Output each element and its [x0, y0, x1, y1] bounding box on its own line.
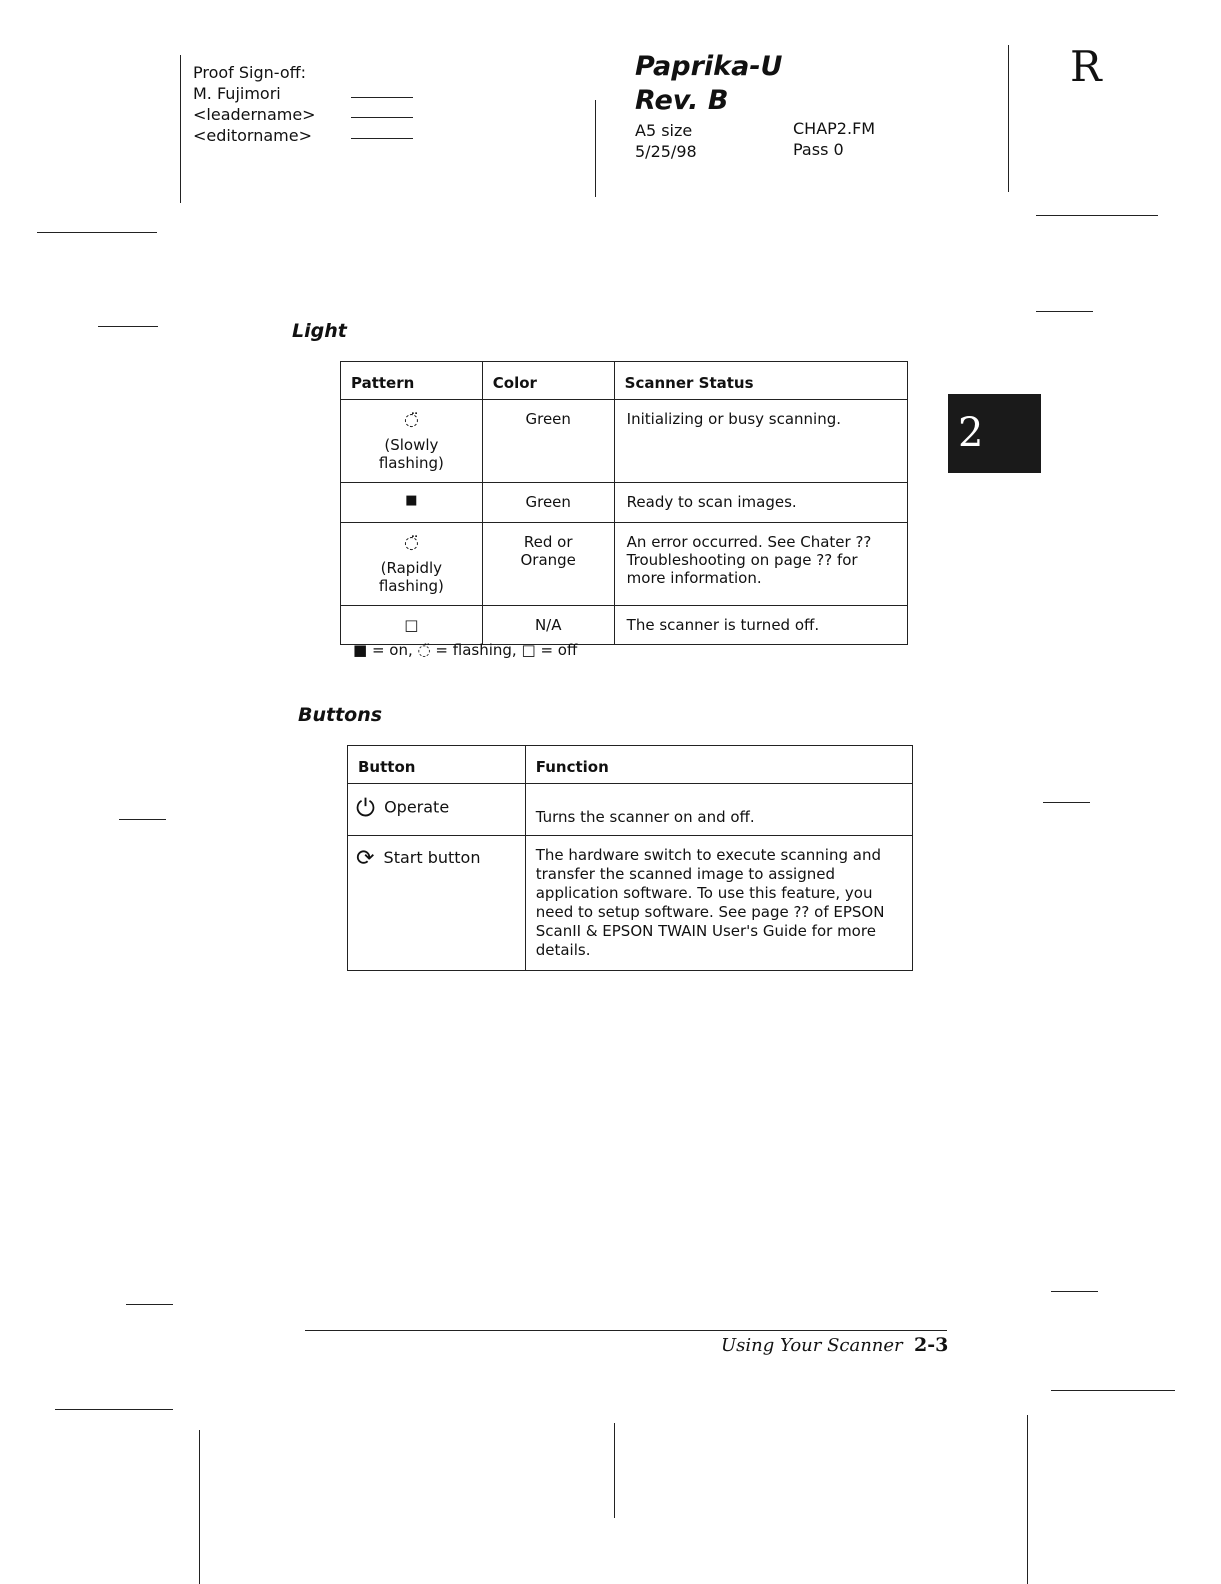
table-row [341, 523, 908, 606]
crop-mark [37, 232, 157, 233]
crop-mark [1051, 1390, 1175, 1391]
column-header: Color [482, 362, 614, 400]
crop-mark [1008, 45, 1009, 192]
crop-mark [199, 1430, 200, 1584]
column-header: Scanner Status [614, 362, 907, 400]
pattern-cell [341, 483, 483, 523]
status-cell: The scanner is turned off. [614, 606, 907, 645]
page-size: A5 size [635, 121, 693, 140]
crop-mark [1036, 311, 1093, 312]
pattern-label: (Slowly flashing) [378, 436, 444, 472]
pattern-cell [341, 400, 483, 483]
on-icon: ■ [353, 641, 368, 659]
table-header-row [341, 362, 908, 400]
color-cell: Red or Orange [482, 523, 614, 606]
power-icon: ⏻ [356, 794, 375, 822]
light-table [340, 361, 908, 645]
table-row [341, 606, 908, 645]
signoff-blank [351, 138, 413, 139]
light-legend [353, 641, 577, 659]
crop-mark [180, 55, 181, 203]
start-icon: ⟳ [356, 846, 375, 871]
footer-rule [305, 1330, 947, 1331]
table-row [348, 784, 913, 836]
title-line-1: Paprika-U [635, 51, 783, 82]
document-title [635, 50, 783, 118]
legend-flashing: = flashing, [435, 641, 517, 659]
crop-mark [119, 819, 166, 820]
chapter-tab [948, 394, 1041, 473]
table-header-row [348, 746, 913, 784]
function-cell: Turns the scanner on and off. [525, 784, 912, 836]
chapter-number: 2 [958, 410, 984, 456]
pattern-cell [341, 606, 483, 645]
crop-mark [614, 1423, 615, 1518]
pass-number: Pass 0 [793, 140, 844, 159]
legend-on: = on, [371, 641, 413, 659]
pattern-cell [341, 523, 483, 606]
function-cell: The hardware switch to execute scanning and transfer the scanned image to assigned application software. To use this feature, you need to setup software. See page ?? of EPSON ScanII & EPSON TWAIN User's Guide for more details. [525, 836, 912, 971]
crop-mark [98, 326, 158, 327]
crop-mark [1043, 802, 1090, 803]
signoff-label: Proof Sign-off: [193, 63, 307, 82]
table-row [348, 836, 913, 971]
signoff-leader: <leadername> [193, 105, 316, 124]
status-cell: Ready to scan images. [614, 483, 907, 523]
button-cell [348, 836, 526, 971]
footer-chapter-title: Using Your Scanner [721, 1335, 903, 1356]
off-icon: □ [521, 641, 536, 659]
button-name: Start button [383, 848, 481, 867]
crop-mark [1036, 215, 1158, 216]
off-icon: □ [404, 616, 419, 634]
column-header: Button [348, 746, 526, 784]
signoff-blank [351, 117, 413, 118]
page-number: 2-3 [914, 1334, 949, 1356]
light-heading: Light [292, 320, 347, 342]
pattern-label: (Rapidly flashing) [378, 559, 444, 595]
status-cell: An error occurred. See Chater ?? Troubleshooting on page ?? for more information. [614, 523, 907, 606]
crop-mark [1051, 1291, 1098, 1292]
status-cell: Initializing or busy scanning. [614, 400, 907, 483]
proof-signoff [193, 62, 316, 146]
file-name: CHAP2.FM [793, 119, 876, 138]
button-name: Operate [384, 797, 450, 817]
crop-mark [126, 1304, 173, 1305]
crop-mark [1027, 1415, 1028, 1584]
button-cell [348, 784, 526, 836]
crop-mark [55, 1409, 173, 1410]
color-cell: Green [482, 400, 614, 483]
buttons-table [347, 745, 913, 971]
flashing-icon: ◌̈ [403, 533, 419, 553]
color-cell: N/A [482, 606, 614, 645]
column-header: Function [525, 746, 912, 784]
table-row [341, 400, 908, 483]
color-cell: Green [482, 483, 614, 523]
doc-date: 5/25/98 [635, 142, 697, 161]
buttons-heading: Buttons [298, 704, 383, 726]
signoff-editor: <editorname> [193, 126, 312, 145]
flashing-icon: ◌̈ [403, 410, 419, 430]
legend-off: = off [540, 641, 578, 659]
table-row [341, 483, 908, 523]
title-line-2: Rev. B [635, 85, 729, 116]
on-icon: ■ [405, 493, 418, 508]
flashing-icon: ◌̈ [417, 641, 431, 659]
revision-mark: R [1070, 42, 1102, 91]
signoff-name: M. Fujimori [193, 84, 281, 103]
crop-mark [595, 100, 596, 197]
column-header: Pattern [341, 362, 483, 400]
signoff-blank [351, 97, 413, 98]
